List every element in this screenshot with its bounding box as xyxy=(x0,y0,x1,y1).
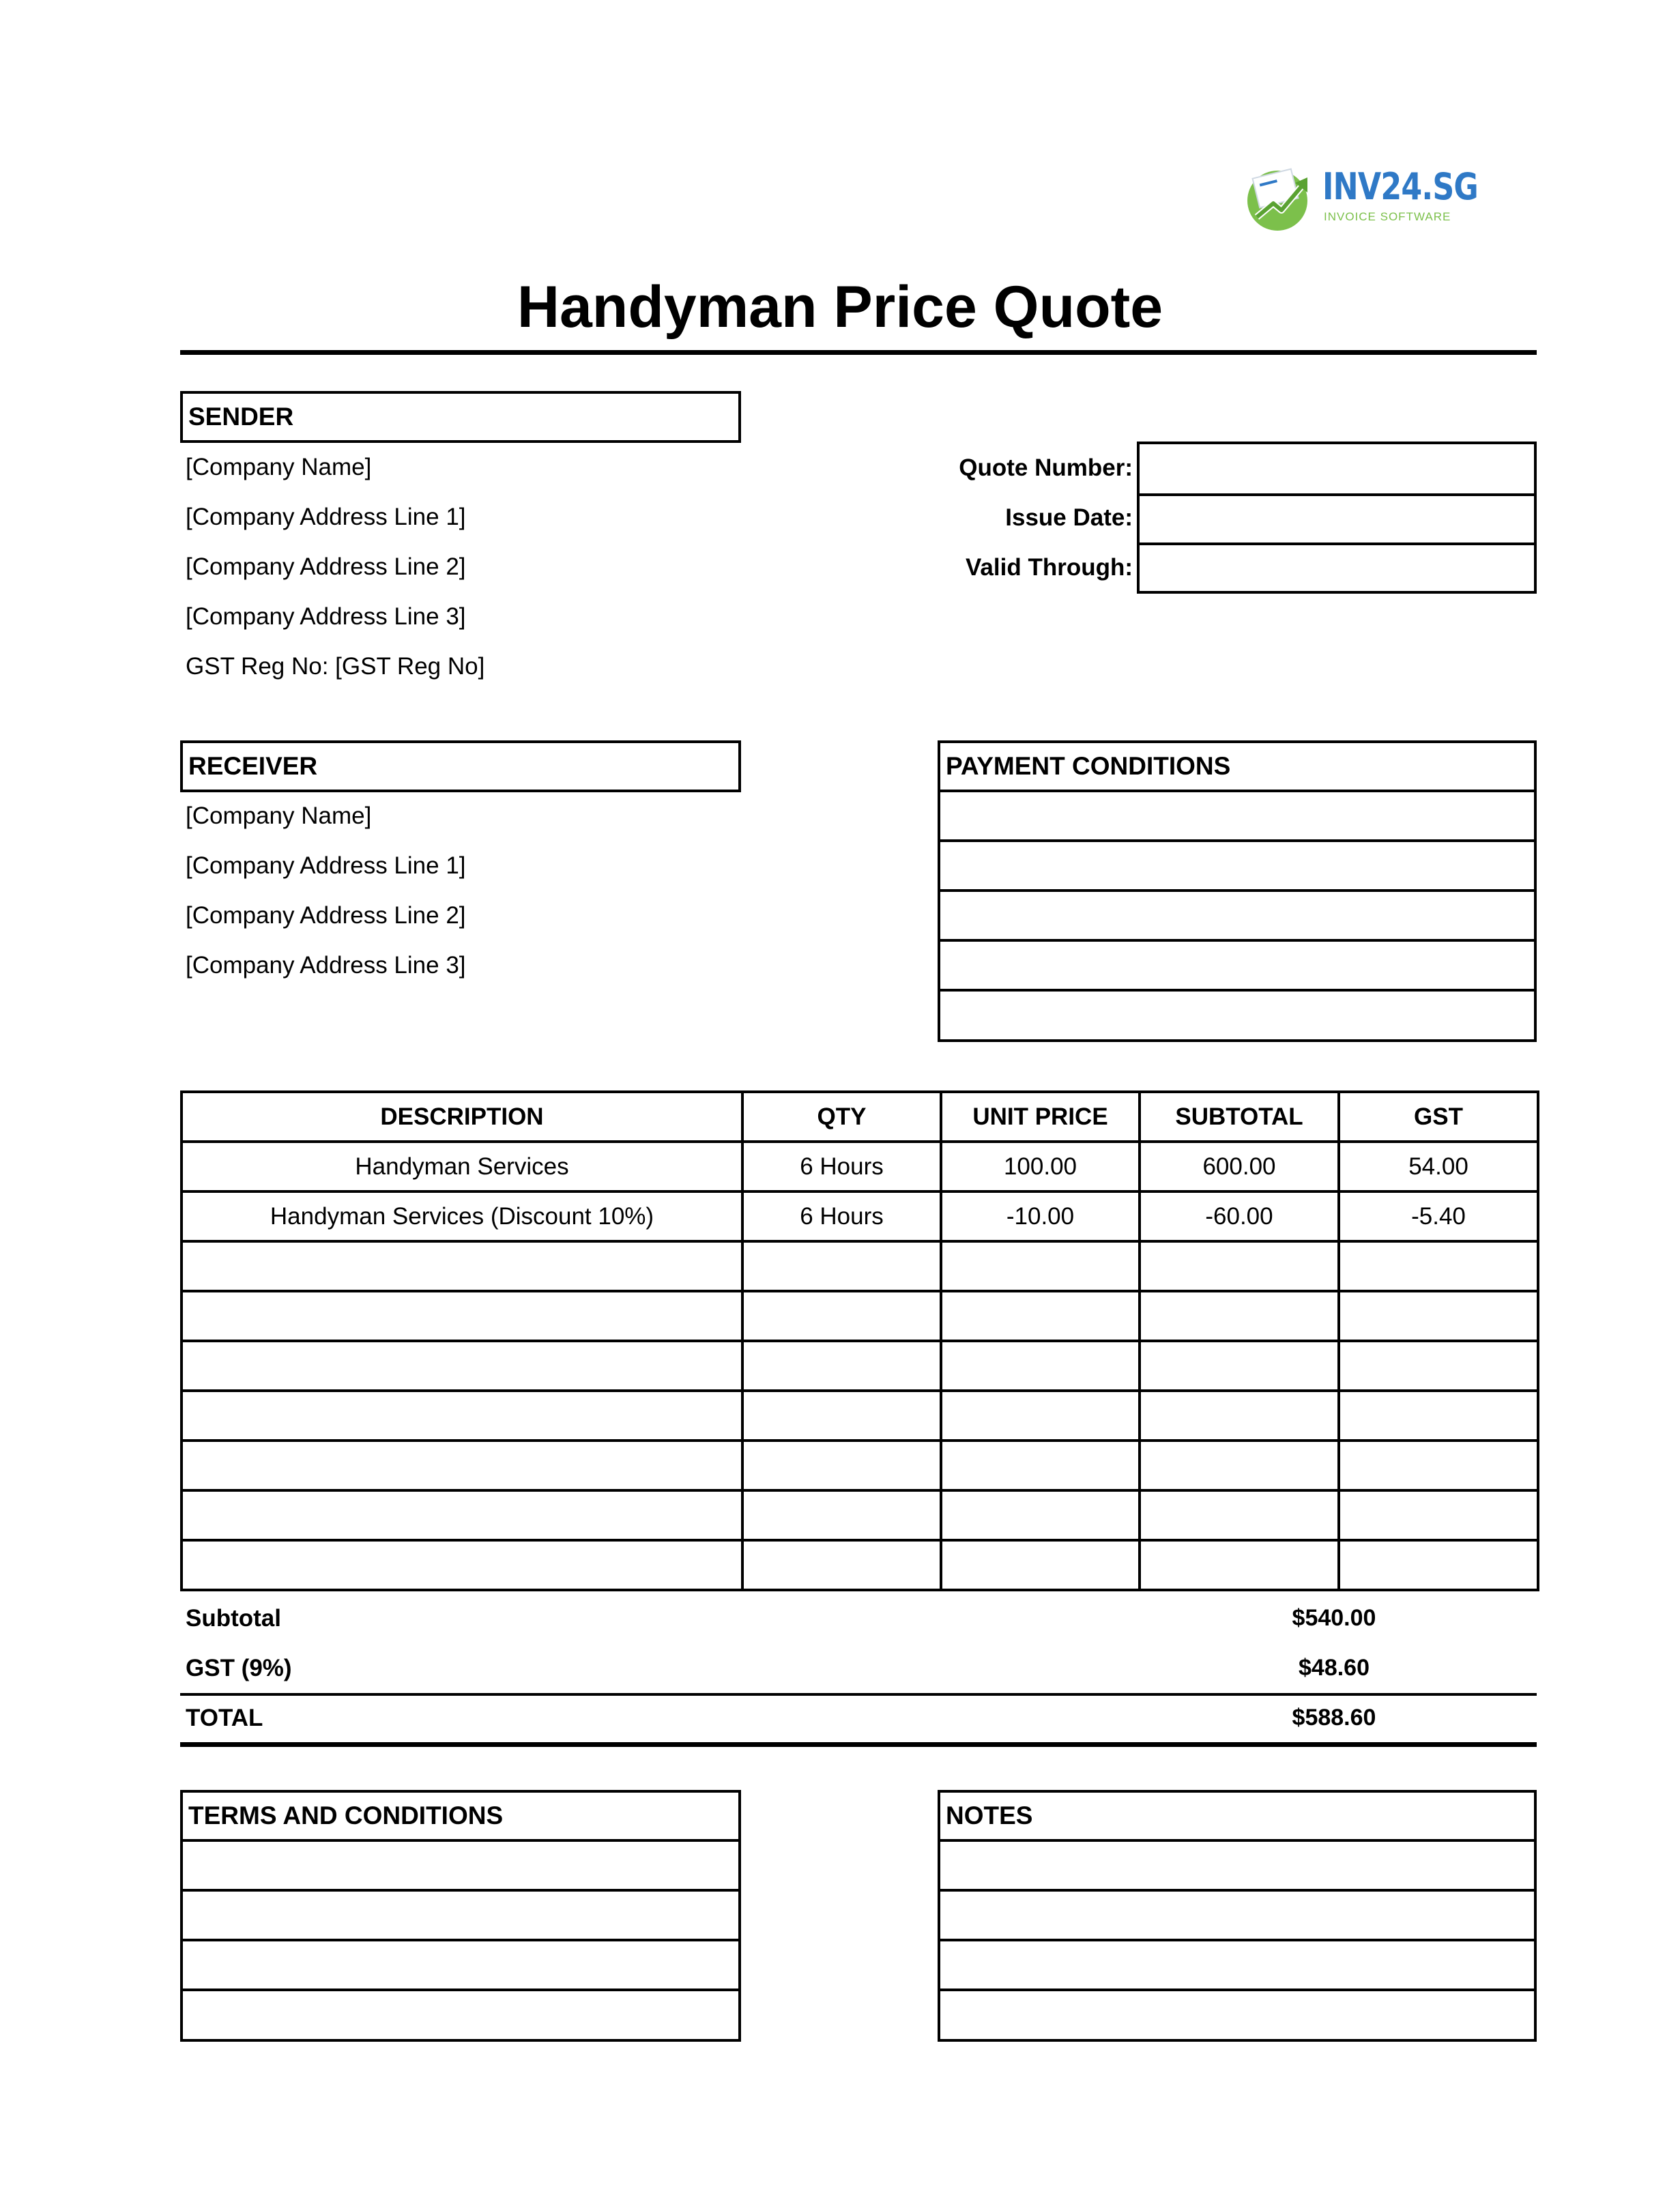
valid-through-label: Valid Through: xyxy=(966,554,1133,581)
item-description[interactable] xyxy=(182,1291,742,1341)
quote-info-fields xyxy=(1137,442,1537,594)
item-unit-price[interactable]: 100.00 xyxy=(941,1142,1140,1191)
quote-number-label: Quote Number: xyxy=(959,454,1133,481)
item-qty[interactable]: 6 Hours xyxy=(742,1142,941,1191)
quote-number-field[interactable] xyxy=(1140,444,1534,493)
issue-date-field[interactable] xyxy=(1140,493,1534,543)
terms-rows xyxy=(180,1839,741,2042)
item-description[interactable] xyxy=(182,1490,742,1540)
item-subtotal[interactable] xyxy=(1140,1341,1339,1391)
sender-address-line-3: [Company Address Line 3] xyxy=(186,603,466,630)
item-qty[interactable] xyxy=(742,1441,941,1490)
item-subtotal[interactable] xyxy=(1140,1441,1339,1490)
sender-heading: SENDER xyxy=(180,391,741,443)
payment-condition-row[interactable] xyxy=(940,839,1534,889)
terms-heading: TERMS AND CONDITIONS xyxy=(180,1790,741,1842)
item-qty[interactable] xyxy=(742,1341,941,1391)
table-row xyxy=(182,1341,1538,1391)
table-row xyxy=(182,1191,1538,1241)
table-row xyxy=(182,1391,1538,1441)
total-bottom-rule xyxy=(180,1742,1537,1747)
col-header-unit-price: UNIT PRICE xyxy=(941,1092,1140,1142)
item-unit-price[interactable] xyxy=(941,1341,1140,1391)
item-gst[interactable]: 54.00 xyxy=(1339,1142,1538,1191)
table-header-row xyxy=(182,1092,1538,1142)
page-title: Handyman Price Quote xyxy=(517,274,1163,340)
payment-condition-row[interactable] xyxy=(940,889,1534,939)
gst-label: GST (9%) xyxy=(186,1655,292,1681)
item-qty[interactable] xyxy=(742,1490,941,1540)
total-value: $588.60 xyxy=(1292,1705,1376,1731)
item-description[interactable] xyxy=(182,1341,742,1391)
payment-conditions-heading: PAYMENT CONDITIONS xyxy=(938,740,1537,792)
invoice-logo-icon xyxy=(1242,161,1317,236)
terms-row[interactable] xyxy=(183,1939,738,1989)
inv24-logo xyxy=(1242,161,1478,236)
line-items-table xyxy=(180,1090,1539,1591)
table-row xyxy=(182,1540,1538,1590)
notes-row[interactable] xyxy=(940,1989,1534,2039)
issue-date-label: Issue Date: xyxy=(1005,504,1133,531)
table-row xyxy=(182,1142,1538,1191)
subtotal-value: $540.00 xyxy=(1292,1605,1376,1631)
item-gst[interactable] xyxy=(1339,1441,1538,1490)
item-description[interactable] xyxy=(182,1241,742,1291)
item-subtotal[interactable]: 600.00 xyxy=(1140,1142,1339,1191)
sender-address-line-1: [Company Address Line 1] xyxy=(186,504,466,530)
gst-value: $48.60 xyxy=(1299,1655,1370,1681)
receiver-address-line-1: [Company Address Line 1] xyxy=(186,852,466,879)
payment-condition-row[interactable] xyxy=(940,939,1534,989)
notes-row[interactable] xyxy=(940,1889,1534,1939)
item-unit-price[interactable] xyxy=(941,1441,1140,1490)
total-label: TOTAL xyxy=(186,1705,263,1731)
receiver-address-line-3: [Company Address Line 3] xyxy=(186,952,466,979)
terms-row[interactable] xyxy=(183,1989,738,2039)
item-unit-price[interactable] xyxy=(941,1490,1140,1540)
notes-row[interactable] xyxy=(940,1939,1534,1989)
item-gst[interactable]: -5.40 xyxy=(1339,1191,1538,1241)
notes-heading: NOTES xyxy=(938,1790,1537,1842)
col-header-qty: QTY xyxy=(742,1092,941,1142)
item-description[interactable]: Handyman Services xyxy=(182,1142,742,1191)
item-unit-price[interactable] xyxy=(941,1391,1140,1441)
item-description[interactable] xyxy=(182,1540,742,1590)
sender-address-line-2: [Company Address Line 2] xyxy=(186,553,466,580)
item-unit-price[interactable] xyxy=(941,1241,1140,1291)
valid-through-field[interactable] xyxy=(1140,543,1534,591)
terms-row[interactable] xyxy=(183,1839,738,1889)
item-qty[interactable] xyxy=(742,1391,941,1441)
col-header-description: DESCRIPTION xyxy=(182,1092,742,1142)
logo-brand: INV24.SG xyxy=(1322,165,1478,208)
payment-condition-row[interactable] xyxy=(940,790,1534,839)
payment-conditions-rows xyxy=(938,790,1537,1042)
item-gst[interactable] xyxy=(1339,1341,1538,1391)
item-subtotal[interactable]: -60.00 xyxy=(1140,1191,1339,1241)
table-row xyxy=(182,1490,1538,1540)
table-row xyxy=(182,1291,1538,1341)
item-gst[interactable] xyxy=(1339,1391,1538,1441)
item-qty[interactable] xyxy=(742,1241,941,1291)
col-header-subtotal: SUBTOTAL xyxy=(1140,1092,1339,1142)
item-description[interactable] xyxy=(182,1441,742,1490)
item-qty[interactable]: 6 Hours xyxy=(742,1191,941,1241)
item-subtotal[interactable] xyxy=(1140,1241,1339,1291)
item-subtotal[interactable] xyxy=(1140,1391,1339,1441)
item-subtotal[interactable] xyxy=(1140,1490,1339,1540)
item-unit-price[interactable]: -10.00 xyxy=(941,1191,1140,1241)
totals-divider xyxy=(180,1693,1537,1696)
receiver-company-name: [Company Name] xyxy=(186,802,372,829)
item-qty[interactable] xyxy=(742,1291,941,1341)
item-qty[interactable] xyxy=(742,1540,941,1590)
item-unit-price[interactable] xyxy=(941,1540,1140,1590)
item-subtotal[interactable] xyxy=(1140,1540,1339,1590)
logo-tagline: INVOICE SOFTWARE xyxy=(1324,210,1451,223)
item-description[interactable]: Handyman Services (Discount 10%) xyxy=(182,1191,742,1241)
item-gst[interactable] xyxy=(1339,1241,1538,1291)
table-row xyxy=(182,1441,1538,1490)
item-gst[interactable] xyxy=(1339,1540,1538,1590)
item-subtotal[interactable] xyxy=(1140,1291,1339,1341)
title-divider xyxy=(180,350,1537,355)
receiver-heading: RECEIVER xyxy=(180,740,741,792)
payment-condition-row[interactable] xyxy=(940,989,1534,1039)
table-row xyxy=(182,1241,1538,1291)
col-header-gst: GST xyxy=(1339,1092,1538,1142)
item-description[interactable] xyxy=(182,1391,742,1441)
sender-gst-reg: GST Reg No: [GST Reg No] xyxy=(186,653,485,680)
terms-row[interactable] xyxy=(183,1889,738,1939)
notes-rows xyxy=(938,1839,1537,2042)
item-gst[interactable] xyxy=(1339,1490,1538,1540)
item-unit-price[interactable] xyxy=(941,1291,1140,1341)
item-gst[interactable] xyxy=(1339,1291,1538,1341)
subtotal-label: Subtotal xyxy=(186,1605,281,1632)
notes-row[interactable] xyxy=(940,1839,1534,1889)
sender-company-name: [Company Name] xyxy=(186,454,372,480)
receiver-address-line-2: [Company Address Line 2] xyxy=(186,902,466,929)
